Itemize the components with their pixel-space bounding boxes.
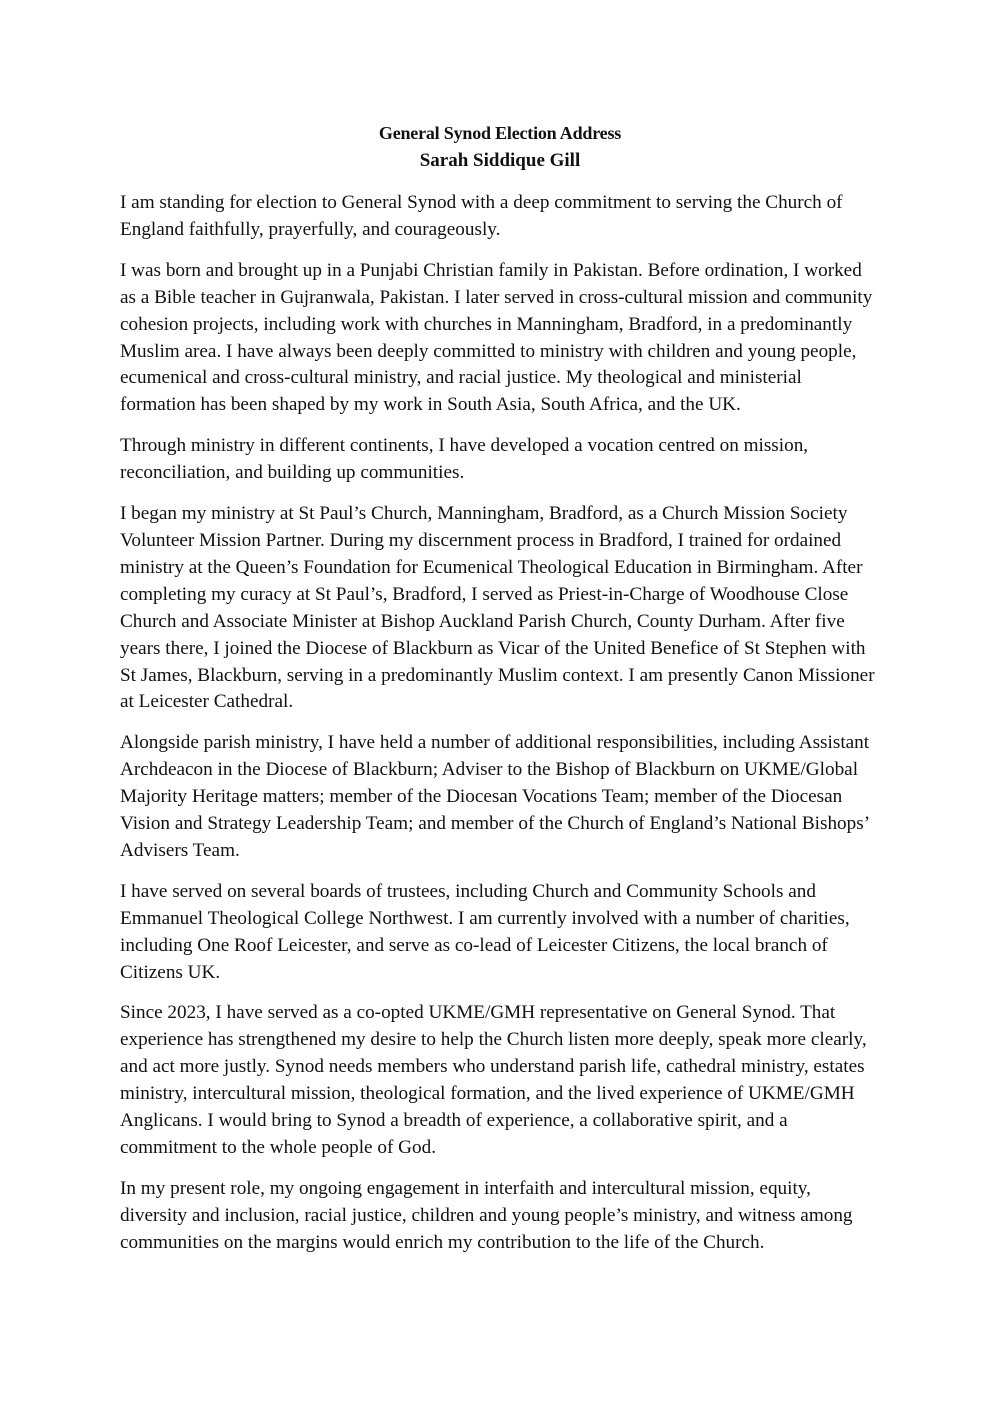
paragraph-8: In my present role, my ongoing engagement in interfaith and intercultural mission, equity, diversity and inclusion, racial justice, children and young people’s ministry, and witness among communities on the margins would enrich my contribution to the life of the Church. bbox=[120, 1177, 853, 1253]
document-page bbox=[120, 120, 880, 1271]
paragraph-6: I have served on several boards of trustees, including Church and Community Schools and Emmanuel Theological College Northwest. I am currently involved with a number of charities, including One Roof Leicester, and serve as co-lead of Leicester Citizens, the local branch of Citizens UK. bbox=[120, 880, 850, 983]
document-title: General Synod Election Address bbox=[378, 123, 622, 143]
paragraph-1: I am standing for election to General Synod with a deep commitment to serving the Church of England faithfully, prayerfully, and courageously. bbox=[120, 192, 843, 240]
author-name: Sarah Siddique Gill bbox=[419, 150, 581, 171]
paragraph-4: I began my ministry at St Paul’s Church, Manningham, Bradford, as a Church Mission Society Volunteer Mission Partner. During my discernment process in Bradford, I trained for ordained ministry at the Queen’s Foundation for Ecumenical Theological Education in Birmingham. After completing my curacy at St Paul’s, Bradford, I served as Priest-in-Charge of Woodhouse Close Church and Associate Minister at Bishop Auckland Parish Church, County Durham. After five years there, I joined the Diocese of Blackburn as Vicar of the United Benefice of St Stephen with St James, Blackburn, serving in a predominantly Muslim context. I am presently Canon Missioner at Leicester Cathedral. bbox=[120, 503, 875, 713]
title-block bbox=[120, 120, 880, 176]
paragraph-7: Since 2023, I have served as a co-opted UKME/GMH representative on General Synod. That experience has strengthened my desire to help the Church listen more deeply, speak more clearly, and act more justly. Synod needs members who understand parish life, cathedral ministry, estates ministry, intercultural mission, theological formation, and the lived experience of UKME/GMH Anglicans. I would bring to Synod a breadth of experience, a collaborative spirit, and a commitment to the whole people of God. bbox=[120, 1002, 867, 1158]
paragraph-3: Through ministry in different continents, I have developed a vocation centred on mission, reconciliation, and building up communities. bbox=[120, 435, 809, 484]
paragraph-2: I was born and brought up in a Punjabi Christian family in Pakistan. Before ordination, I worked as a Bible teacher in Gujranwala, Pakistan. I later served in cross-cultural mission and community cohesion projects, including work with churches in Manningham, Bradford, in a predominantly Muslim area. I have always been deeply committed to ministry with children and young people, ecumenical and cross-cultural ministry, and racial justice. My theological and ministerial formation has been shaped by my work in South Asia, South Africa, and the UK. bbox=[120, 259, 873, 416]
paragraph-5: Alongside parish ministry, I have held a number of additional responsibilities, including Assistant Archdeacon in the Diocese of Blackburn; Adviser to the Bishop of Blackburn on UKME/Global Majority Heritage matters; member of the Diocesan Vocations Team; member of the Diocesan Vision and Strategy Leadership Team; and member of the Church of England’s National Bishops’ Advisers Team. bbox=[120, 732, 870, 861]
